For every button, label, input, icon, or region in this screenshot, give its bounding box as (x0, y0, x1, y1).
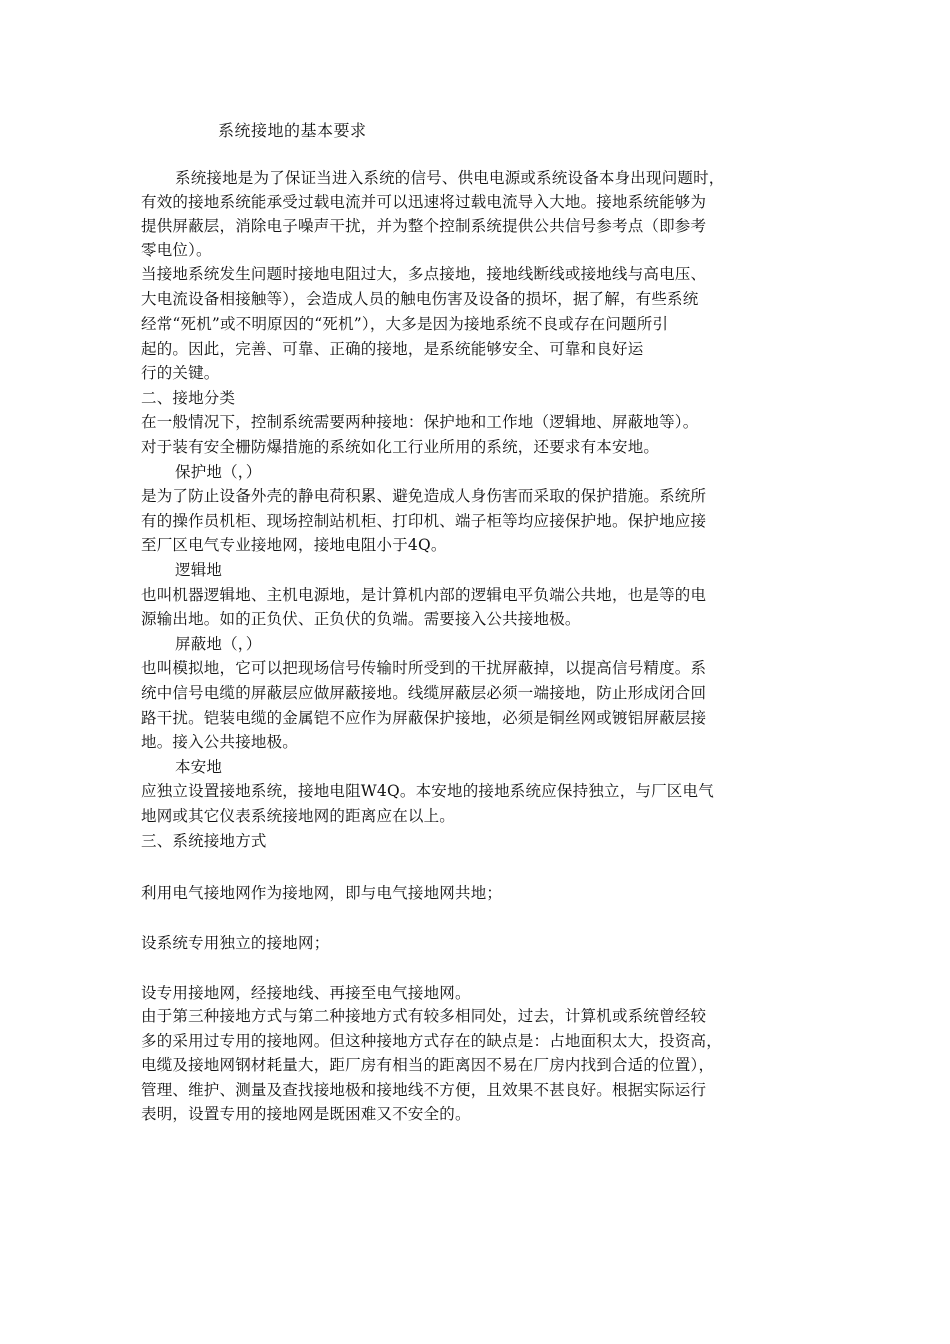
paragraph-line: 表明，设置专用的接地网是既困难又不安全的。 (141, 1105, 471, 1123)
paragraph-line: 至厂区电气专业接地网，接地电阻小于4Q。 (141, 536, 447, 554)
paragraph-line: 也叫机器逻辑地、主机电源地，是计算机内部的逻辑电平负端公共地，也是等的电 (141, 586, 707, 604)
paragraph-line: 行的关键。 (141, 364, 220, 382)
paragraph-line: 统中信号电缆的屏蔽层应做屏蔽接地。线缆屏蔽层必须一端接地，防止形成闭合回 (141, 684, 707, 702)
paragraph-line: 多的采用过专用的接地网。但这种接地方式存在的缺点是：占地面积太大，投资高， (141, 1032, 722, 1050)
paragraph-line: 地。接入公共接地极。 (141, 733, 299, 751)
paragraph-line: 经常“死机”或不明原因的“死机”），大多是因为接地系统不良或存在问题所引 (141, 315, 669, 333)
section-heading: 三、系统接地方式 (141, 832, 267, 850)
paragraph-line: 源输出地。如的正负伏、正负伏的负端。需要接入公共接地极。 (141, 610, 581, 628)
paragraph-line: 大电流设备相接触等），会造成人员的触电伤害及设备的损坏，据了解，有些系统 (141, 290, 699, 308)
list-item: 设系统专用独立的接地网； (141, 934, 330, 952)
paragraph-line: 应独立设置接地系统，接地电阻W4Q。本安地的接地系统应保持独立，与厂区电气 (141, 782, 714, 800)
paragraph-line: 当接地系统发生问题时接地电阻过大，多点接地，接地线断线或接地线与高电压、 (141, 265, 707, 283)
paragraph-line: 提供屏蔽层，消除电子噪声干扰，并为整个控制系统提供公共信号参考点（即参考 (141, 217, 707, 235)
paragraph-line: 有的操作员机柜、现场控制站机柜、打印机、端子柜等均应接保护地。保护地应接 (141, 512, 707, 530)
paragraph-line: 路干扰。铠装电缆的金属铠不应作为屏蔽保护接地，必须是铜丝网或镀铝屏蔽层接 (141, 709, 707, 727)
list-item: 设专用接地网，经接地线、再接至电气接地网。 (141, 984, 471, 1002)
subsection-heading: 本安地 (175, 758, 223, 776)
paragraph-line: 地网或其它仪表系统接地网的距离应在以上。 (141, 807, 456, 825)
section-heading: 二、接地分类 (141, 389, 236, 407)
paragraph-line: 有效的接地系统能承受过载电流并可以迅速将过载电流导入大地。接地系统能够为 (141, 193, 707, 211)
paragraph-line: 零电位）。 (141, 241, 212, 259)
document-title: 系统接地的基本要求 (218, 121, 367, 140)
list-item: 利用电气接地网作为接地网，即与电气接地网共地； (141, 884, 503, 902)
paragraph-line: 在一般情况下，控制系统需要两种接地：保护地和工作地（逻辑地、屏蔽地等）。 (141, 413, 699, 431)
paragraph-line: 电缆及接地网钢材耗量大，距厂房有相当的距离因不易在厂房内找到合适的位置）， (141, 1056, 715, 1074)
paragraph-line: 起的。因此，完善、可靠、正确的接地，是系统能够安全、可靠和良好运 (141, 340, 644, 358)
subsection-heading: 保护地（，） (175, 463, 262, 481)
paragraph-line: 由于第三种接地方式与第二种接地方式有较多相同处，过去，计算机或系统曾经较 (141, 1007, 707, 1025)
subsection-heading: 屏蔽地（，） (175, 635, 262, 653)
paragraph-line: 是为了防止设备外壳的静电荷积累、避免造成人身伤害而采取的保护措施。系统所 (141, 487, 707, 505)
subsection-heading: 逻辑地 (175, 561, 223, 579)
paragraph-line: 系统接地是为了保证当进入系统的信号、供电电源或系统设备本身出现问题时， (175, 169, 725, 187)
paragraph-line: 管理、维护、测量及查找接地极和接地线不方便，且效果不甚良好。根据实际运行 (141, 1081, 707, 1099)
paragraph-line: 也叫模拟地，它可以把现场信号传输时所受到的干扰屏蔽掉，以提高信号精度。系 (141, 659, 707, 677)
paragraph-line: 对于装有安全栅防爆措施的系统如化工行业所用的系统，还要求有本安地。 (141, 438, 660, 456)
